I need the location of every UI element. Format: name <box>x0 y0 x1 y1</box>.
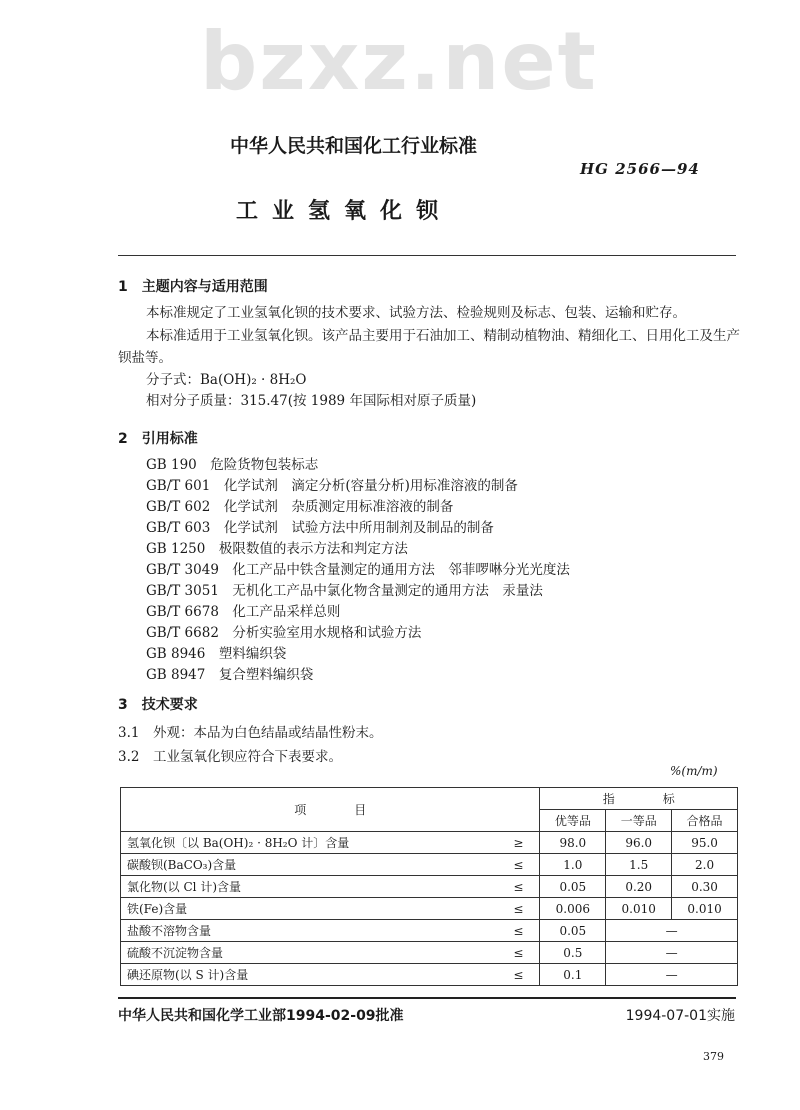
section-2-heading: 2 引用标准 <box>118 431 198 447</box>
table-row <box>121 832 738 854</box>
reference-item: GB/T 603 化学试剂 试验方法中所用制剂及制品的制备 <box>146 520 494 536</box>
reference-item: GB/T 6682 分析实验室用水规格和试验方法 <box>146 625 422 641</box>
watermark: bzxz.net <box>200 15 598 108</box>
effective-date: 1994-07-01实施 <box>625 1008 735 1024</box>
comparison-sign: ≥ <box>497 832 540 854</box>
table-row <box>121 876 738 898</box>
page-number: 379 <box>703 1050 724 1063</box>
value-cell: 0.30 <box>672 876 738 898</box>
clause-3-1: 3.1 外观：本品为白色结晶或结晶性粉末。 <box>118 725 383 741</box>
reference-item: GB 8947 复合塑料编织袋 <box>146 667 314 683</box>
item-name: 氢氧化钡〔以 Ba(OH)₂ · 8H₂O 计〕含量 <box>121 832 498 854</box>
item-name: 碳酸钡(BaCO₃)含量 <box>121 854 498 876</box>
paragraph: 本标准规定了工业氢氧化钡的技术要求、试验方法、检验规则及标志、包装、运输和贮存。 <box>146 305 686 321</box>
table-row <box>121 854 738 876</box>
value-cell: 2.0 <box>672 854 738 876</box>
requirements-table <box>120 787 738 986</box>
value-cell: 0.1 <box>540 964 606 986</box>
value-cell: — <box>606 964 738 986</box>
value-cell: 0.010 <box>606 898 672 920</box>
header-grade: 合格品 <box>672 810 738 832</box>
value-cell: — <box>606 920 738 942</box>
reference-item: GB 8946 塑料编织袋 <box>146 646 287 662</box>
table-row <box>121 942 738 964</box>
header-grade: 一等品 <box>606 810 672 832</box>
reference-item: GB/T 601 化学试剂 滴定分析(容量分析)用标准溶液的制备 <box>146 478 518 494</box>
table-row <box>121 964 738 986</box>
value-cell: 95.0 <box>672 832 738 854</box>
value-cell: 96.0 <box>606 832 672 854</box>
reference-item: GB/T 3049 化工产品中铁含量测定的通用方法 邻菲啰啉分光光度法 <box>146 562 570 578</box>
table-row <box>121 898 738 920</box>
unit-label: %(m/m) <box>670 764 718 778</box>
standard-code: HG 2566—94 <box>580 160 700 178</box>
value-cell: 0.05 <box>540 920 606 942</box>
value-cell: 0.5 <box>540 942 606 964</box>
comparison-sign: ≤ <box>497 942 540 964</box>
item-name: 氯化物(以 Cl 计)含量 <box>121 876 498 898</box>
value-cell: 1.5 <box>606 854 672 876</box>
value-cell: — <box>606 942 738 964</box>
footer-rule <box>118 997 736 999</box>
item-name: 盐酸不溶物含量 <box>121 920 498 942</box>
molecular-mass: 相对分子质量：315.47(按 1989 年国际相对原子质量) <box>146 393 477 409</box>
item-name: 铁(Fe)含量 <box>121 898 498 920</box>
table-row <box>121 920 738 942</box>
comparison-sign: ≤ <box>497 964 540 986</box>
value-cell: 0.010 <box>672 898 738 920</box>
formula: 分子式：Ba(OH)₂ · 8H₂O <box>146 372 307 388</box>
clause-3-2: 3.2 工业氢氧化钡应符合下表要求。 <box>118 749 342 765</box>
reference-item: GB/T 3051 无机化工产品中氯化物含量测定的通用方法 汞量法 <box>146 583 543 599</box>
header-index: 指 标 <box>540 788 738 810</box>
document-title: 工业氢氧化钡 <box>236 199 453 224</box>
section-1-heading: 1 主题内容与适用范围 <box>118 279 268 295</box>
header-grade: 优等品 <box>540 810 606 832</box>
reference-item: GB 190 危险货物包装标志 <box>146 457 319 473</box>
reference-item: GB 1250 极限数值的表示方法和判定方法 <box>146 541 408 557</box>
section-3-heading: 3 技术要求 <box>118 697 198 713</box>
value-cell: 0.20 <box>606 876 672 898</box>
paragraph: 本标准适用于工业氢氧化钡。该产品主要用于石油加工、精制动植物油、精细化工、日用化工及生产 <box>146 328 740 344</box>
comparison-sign: ≤ <box>497 876 540 898</box>
issuing-organization: 中华人民共和国化工行业标准 <box>230 135 478 157</box>
header-rule <box>118 255 736 256</box>
reference-item: GB/T 602 化学试剂 杂质测定用标准溶液的制备 <box>146 499 454 515</box>
value-cell: 0.006 <box>540 898 606 920</box>
comparison-sign: ≤ <box>497 854 540 876</box>
value-cell: 1.0 <box>540 854 606 876</box>
value-cell: 98.0 <box>540 832 606 854</box>
comparison-sign: ≤ <box>497 920 540 942</box>
approval-note: 中华人民共和国化学工业部1994-02-09批准 <box>118 1008 404 1024</box>
header-item: 项 目 <box>121 788 540 832</box>
item-name: 硫酸不沉淀物含量 <box>121 942 498 964</box>
reference-item: GB/T 6678 化工产品采样总则 <box>146 604 341 620</box>
value-cell: 0.05 <box>540 876 606 898</box>
comparison-sign: ≤ <box>497 898 540 920</box>
item-name: 碘还原物(以 S 计)含量 <box>121 964 498 986</box>
paragraph: 钡盐等。 <box>118 350 172 366</box>
